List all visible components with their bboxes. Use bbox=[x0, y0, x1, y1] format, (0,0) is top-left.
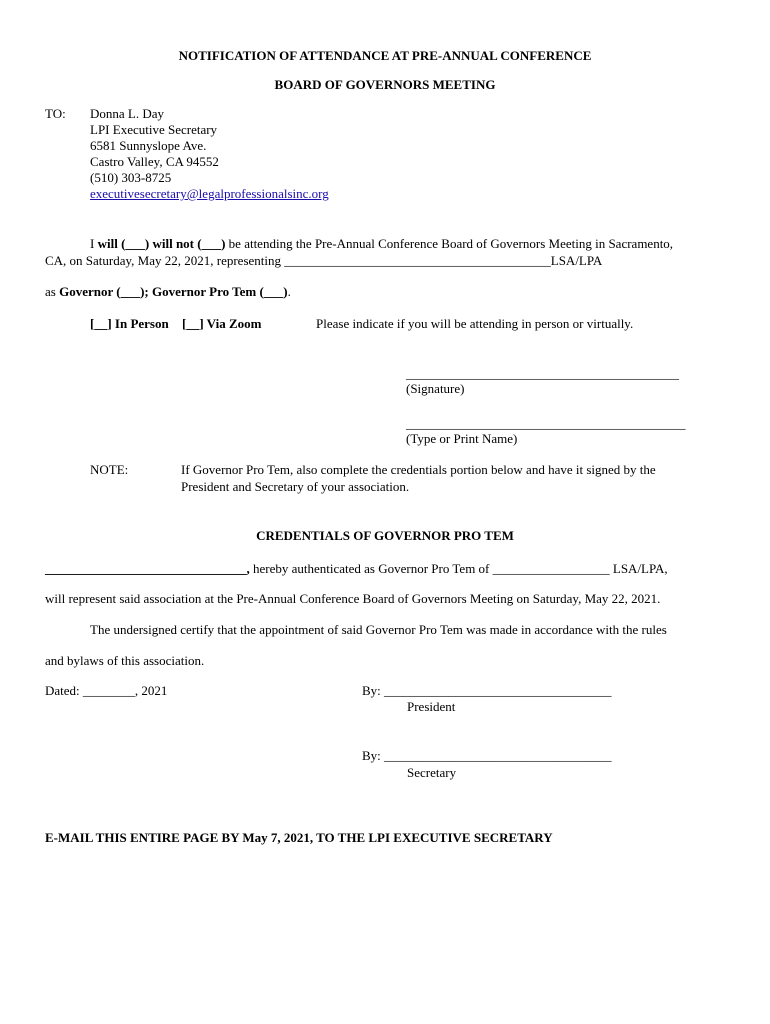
recipient-city: Castro Valley, CA 94552 bbox=[90, 154, 219, 169]
page-title: NOTIFICATION OF ATTENDANCE AT PRE-ANNUAL CONFERENCE bbox=[178, 48, 592, 63]
attendance-line-1-rest: be attending the Pre-Annual Conference Board of Governors Meeting in Sacramento, bbox=[225, 236, 674, 251]
credentials-line-2: will represent said association at the Pre-Annual Conference Board of Governors Meeting on Saturday, May 22, 2021. bbox=[45, 591, 661, 606]
secretary-signature-line[interactable]: By: ___________________________________ bbox=[362, 748, 612, 763]
attendance-line-2[interactable]: CA, on Saturday, May 22, 2021, representing _________________________________________LSA/LPA bbox=[45, 253, 603, 268]
credentials-heading: CREDENTIALS OF GOVERNOR PRO TEM bbox=[256, 528, 514, 543]
credentials-line-1 bbox=[45, 561, 668, 577]
attendance-line-1 bbox=[90, 236, 673, 252]
recipient-email-link[interactable]: executivesecretary@legalprofessionalsinc.org bbox=[90, 186, 329, 201]
to-label: TO: bbox=[45, 106, 66, 121]
print-name-line[interactable]: ___________________________________________ bbox=[406, 416, 686, 431]
credentials-line-1-rest[interactable]: hereby authenticated as Governor Pro Tem of __________________ LSA/LPA, bbox=[249, 561, 668, 576]
attendance-i: I bbox=[90, 236, 98, 251]
pro-tem-name-blank[interactable]: _______________________________, bbox=[45, 561, 250, 576]
secretary-label: Secretary bbox=[407, 765, 457, 780]
recipient-name: Donna L. Day bbox=[90, 106, 165, 121]
as-prefix: as bbox=[45, 284, 60, 299]
recipient-phone: (510) 303-8725 bbox=[90, 170, 172, 185]
signature-line[interactable]: __________________________________________ bbox=[406, 366, 679, 381]
note-line-2: President and Secretary of your association. bbox=[181, 479, 410, 494]
via-zoom-checkbox[interactable]: [__] Via Zoom bbox=[182, 316, 262, 331]
recipient-role: LPI Executive Secretary bbox=[90, 122, 218, 137]
president-signature-line[interactable]: By: ___________________________________ bbox=[362, 683, 612, 698]
attendance-mode-instruction: Please indicate if you will be attending in person or virtually. bbox=[316, 316, 634, 331]
governor-role-options[interactable]: Governor (___); Governor Pro Tem (___) bbox=[59, 284, 288, 299]
president-label: President bbox=[407, 699, 456, 714]
note-label: NOTE: bbox=[90, 462, 129, 477]
credentials-line-3: The undersigned certify that the appointment of said Governor Pro Tem was made in accordance with the rules bbox=[90, 622, 667, 637]
note-line-1: If Governor Pro Tem, also complete the credentials portion below and have it signed by the bbox=[181, 462, 656, 477]
in-person-checkbox[interactable]: [__] In Person bbox=[90, 316, 169, 331]
signature-label: (Signature) bbox=[406, 381, 465, 396]
page-subtitle: BOARD OF GOVERNORS MEETING bbox=[274, 77, 496, 92]
print-name-label: (Type or Print Name) bbox=[406, 431, 518, 446]
governor-role-line bbox=[45, 284, 291, 300]
email-instruction: E-MAIL THIS ENTIRE PAGE BY May 7, 2021, TO THE LPI EXECUTIVE SECRETARY bbox=[45, 830, 553, 845]
will-will-not-options[interactable]: will (___) will not (___) bbox=[97, 236, 226, 251]
as-period: . bbox=[287, 284, 291, 299]
recipient-street: 6581 Sunnyslope Ave. bbox=[90, 138, 207, 153]
credentials-line-4: and bylaws of this association. bbox=[45, 653, 205, 668]
dated-field[interactable]: Dated: ________, 2021 bbox=[45, 683, 168, 698]
